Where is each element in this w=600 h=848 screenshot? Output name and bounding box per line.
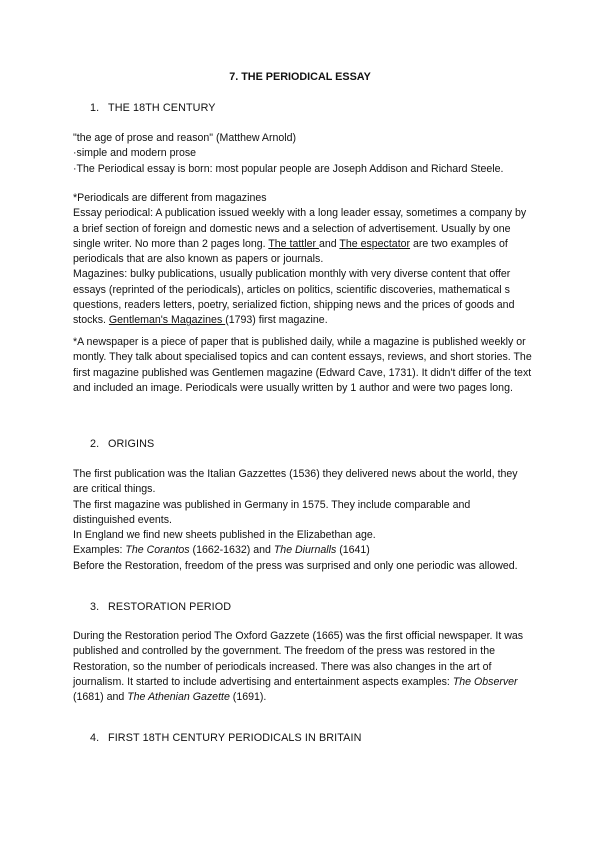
- paragraph: Before the Restoration, freedom of the press was surprised and only one periodic was allowed.: [73, 559, 518, 572]
- paragraph: In England we find new sheets published in the Elizabethan age.: [73, 529, 376, 542]
- section-heading-1: 1. THE 18TH CENTURY: [90, 102, 216, 114]
- document-title: 7. THE PERIODICAL ESSAY: [229, 71, 371, 83]
- section-3-body: [73, 629, 533, 705]
- paragraph: Essay periodical: A publication issued weekly with a long leader essay, sometimes a company by a brief section of foreign and domestic news and a selection of advertisement. Usually by one single writer. No more than 2 pages long. The tattler and The espectator are two examples of periodicals that are also known as papers or journals.: [73, 207, 527, 266]
- paragraph: The first publication was the Italian Gazzettes (1536) they delivered news about the world, they are critical things.: [73, 468, 518, 496]
- paragraph: The first magazine was published in Germany in 1575. They include comparable and distinguished events.: [73, 498, 471, 526]
- quote-line: "the age of prose and reason" (Matthew Arnold): [73, 132, 297, 144]
- paragraph-heading: *Periodicals are different from magazines: [73, 192, 267, 204]
- section-heading-3: 3. RESTORATION PERIOD: [90, 601, 232, 613]
- paragraph: *A newspaper is a piece of paper that is published daily, while a magazine is published weekly or montly. They talk about specialised topics and can content essays, reviews, and short stories. The first magazine published was Gentlemen magazine (Edward Cave, 1731). It didn't differ of the text and included an image. Periodicals were usually written by 1 author and were two pages long.: [73, 336, 532, 394]
- bullet-line: ·simple and modern prose: [73, 147, 197, 160]
- section-1-periodicals: [73, 191, 533, 329]
- paragraph: During the Restoration period The Oxford Gazzete (1665) was the first official newspaper. It was published and controlled by the government. The freedom of the press was restored in the Restoration, so the number of periodicals increased. There was also changes in the art of journalism. It started to include advertising and entertainment aspects examples: The Observer (1681) and The Athenian Gazette (1691).: [73, 630, 524, 704]
- paragraph: Magazines: bulky publications, usually publication monthly with very diverse content that offer essays (reprinted of the periodicals), articles on politics, scientific discoveries, mathematical s questions, readers letters, poetry, serialized fiction, shipping news and the prices of goods and stocks. Gentleman's Magazines (1793) first magazine.: [73, 268, 515, 327]
- section-2-body: [73, 467, 533, 574]
- bullet-line: ·The Periodical essay is born: most popular people are Joseph Addison and Richard Steele.: [73, 162, 504, 175]
- paragraph: Examples: The Corantos (1662-1632) and The Diurnalls (1641): [73, 544, 370, 557]
- section-heading-4: 4. FIRST 18TH CENTURY PERIODICALS IN BRITAIN: [90, 732, 362, 744]
- section-1-intro: [73, 131, 533, 177]
- section-1-newspaper-note: [73, 335, 533, 396]
- section-heading-2: 2. ORIGINS: [90, 438, 155, 450]
